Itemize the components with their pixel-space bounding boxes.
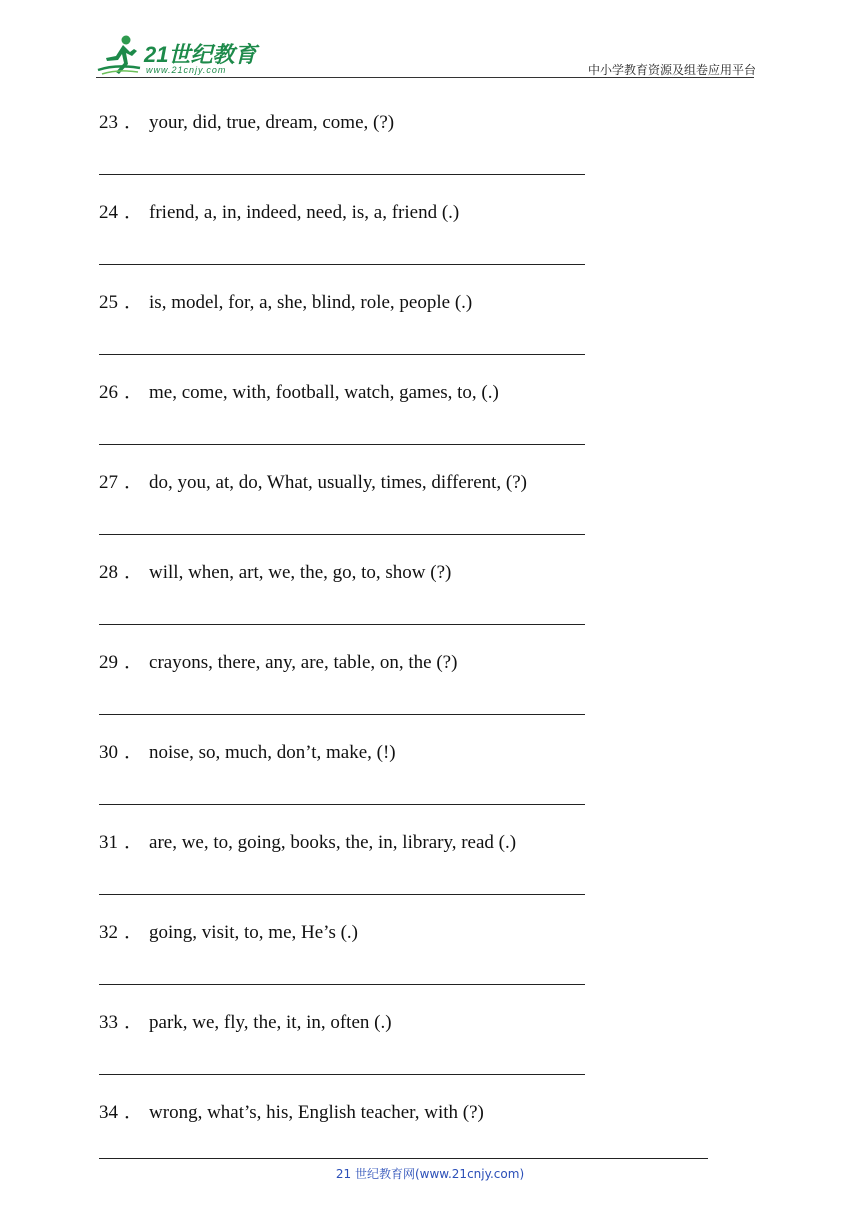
question-number: 23 <box>99 112 118 133</box>
question-number: 28 <box>99 562 118 583</box>
question-text-row <box>99 1101 484 1125</box>
header-platform-title: 中小学教育资源及组卷应用平台 <box>587 63 756 77</box>
question-item <box>99 471 759 561</box>
question-item <box>99 291 759 381</box>
footer-divider <box>99 1158 708 1159</box>
question-number: 34 <box>99 1102 118 1123</box>
question-words: wrong, what’s, his, English teacher, with (?) <box>149 1102 484 1123</box>
question-words: friend, a, in, indeed, need, is, a, friend (.) <box>149 202 460 223</box>
question-words: park, we, fly, the, it, in, often (.) <box>149 1012 392 1033</box>
question-text-row <box>99 381 499 405</box>
logo-url: www.21cnjy.com <box>146 65 227 75</box>
question-words: will, when, art, we, the, go, to, show (?) <box>149 562 452 583</box>
answer-line[interactable] <box>99 714 585 715</box>
header-divider <box>96 77 754 78</box>
question-words: me, come, with, football, watch, games, to, (.) <box>149 382 499 403</box>
question-separator: ． <box>124 112 144 133</box>
question-text-row <box>99 1011 392 1035</box>
answer-line[interactable] <box>99 444 585 445</box>
question-number: 29 <box>99 652 118 673</box>
page-header <box>0 0 860 80</box>
question-separator: ． <box>124 292 144 313</box>
site-logo <box>96 34 266 78</box>
answer-line[interactable] <box>99 894 585 895</box>
question-words: going, visit, to, me, He’s (.) <box>149 922 358 943</box>
question-words: is, model, for, a, she, blind, role, people (.) <box>149 292 473 313</box>
question-list <box>99 111 759 1191</box>
question-number: 31 <box>99 832 118 853</box>
question-text-row <box>99 831 516 855</box>
question-text-row <box>99 111 394 135</box>
answer-line[interactable] <box>99 1074 585 1075</box>
question-words: noise, so, much, don’t, make, (!) <box>149 742 396 763</box>
logo-text: 21世纪教育 <box>144 42 257 67</box>
answer-line[interactable] <box>99 624 585 625</box>
question-number: 33 <box>99 1012 118 1033</box>
question-text-row <box>99 291 472 315</box>
question-separator: ． <box>124 742 144 763</box>
question-item <box>99 741 759 831</box>
question-separator: ． <box>124 562 144 583</box>
question-text-row <box>99 561 451 585</box>
question-separator: ． <box>124 1012 144 1033</box>
question-separator: ． <box>124 832 144 853</box>
question-number: 32 <box>99 922 118 943</box>
question-number: 27 <box>99 472 118 493</box>
question-separator: ． <box>124 922 144 943</box>
question-words: do, you, at, do, What, usually, times, different, (?) <box>149 472 527 493</box>
question-item <box>99 1011 759 1101</box>
answer-line[interactable] <box>99 804 585 805</box>
footer-site-link[interactable]: 21 世纪教育网(www.21cnjy.com) <box>335 1167 525 1181</box>
question-separator: ． <box>124 652 144 673</box>
answer-line[interactable] <box>99 174 585 175</box>
question-number: 25 <box>99 292 118 313</box>
answer-line[interactable] <box>99 354 585 355</box>
question-number: 24 <box>99 202 118 223</box>
question-text-row <box>99 741 396 765</box>
question-text-row <box>99 921 358 945</box>
question-item <box>99 831 759 921</box>
answer-line[interactable] <box>99 534 585 535</box>
question-separator: ． <box>124 382 144 403</box>
runner-logo-icon <box>96 34 142 76</box>
question-item <box>99 111 759 201</box>
question-words: are, we, to, going, books, the, in, library, read (.) <box>149 832 517 853</box>
question-number: 26 <box>99 382 118 403</box>
question-words: your, did, true, dream, come, (?) <box>149 112 395 133</box>
question-text-row <box>99 471 527 495</box>
question-item <box>99 561 759 651</box>
question-number: 30 <box>99 742 118 763</box>
question-item <box>99 921 759 1011</box>
question-separator: ． <box>124 472 144 493</box>
question-separator: ． <box>124 202 144 223</box>
question-text-row <box>99 201 459 225</box>
question-text-row <box>99 651 457 675</box>
question-words: crayons, there, any, are, table, on, the (?) <box>149 652 458 673</box>
question-item <box>99 381 759 471</box>
question-item <box>99 201 759 291</box>
question-separator: ． <box>124 1102 144 1123</box>
answer-line[interactable] <box>99 984 585 985</box>
question-item <box>99 651 759 741</box>
answer-line[interactable] <box>99 264 585 265</box>
